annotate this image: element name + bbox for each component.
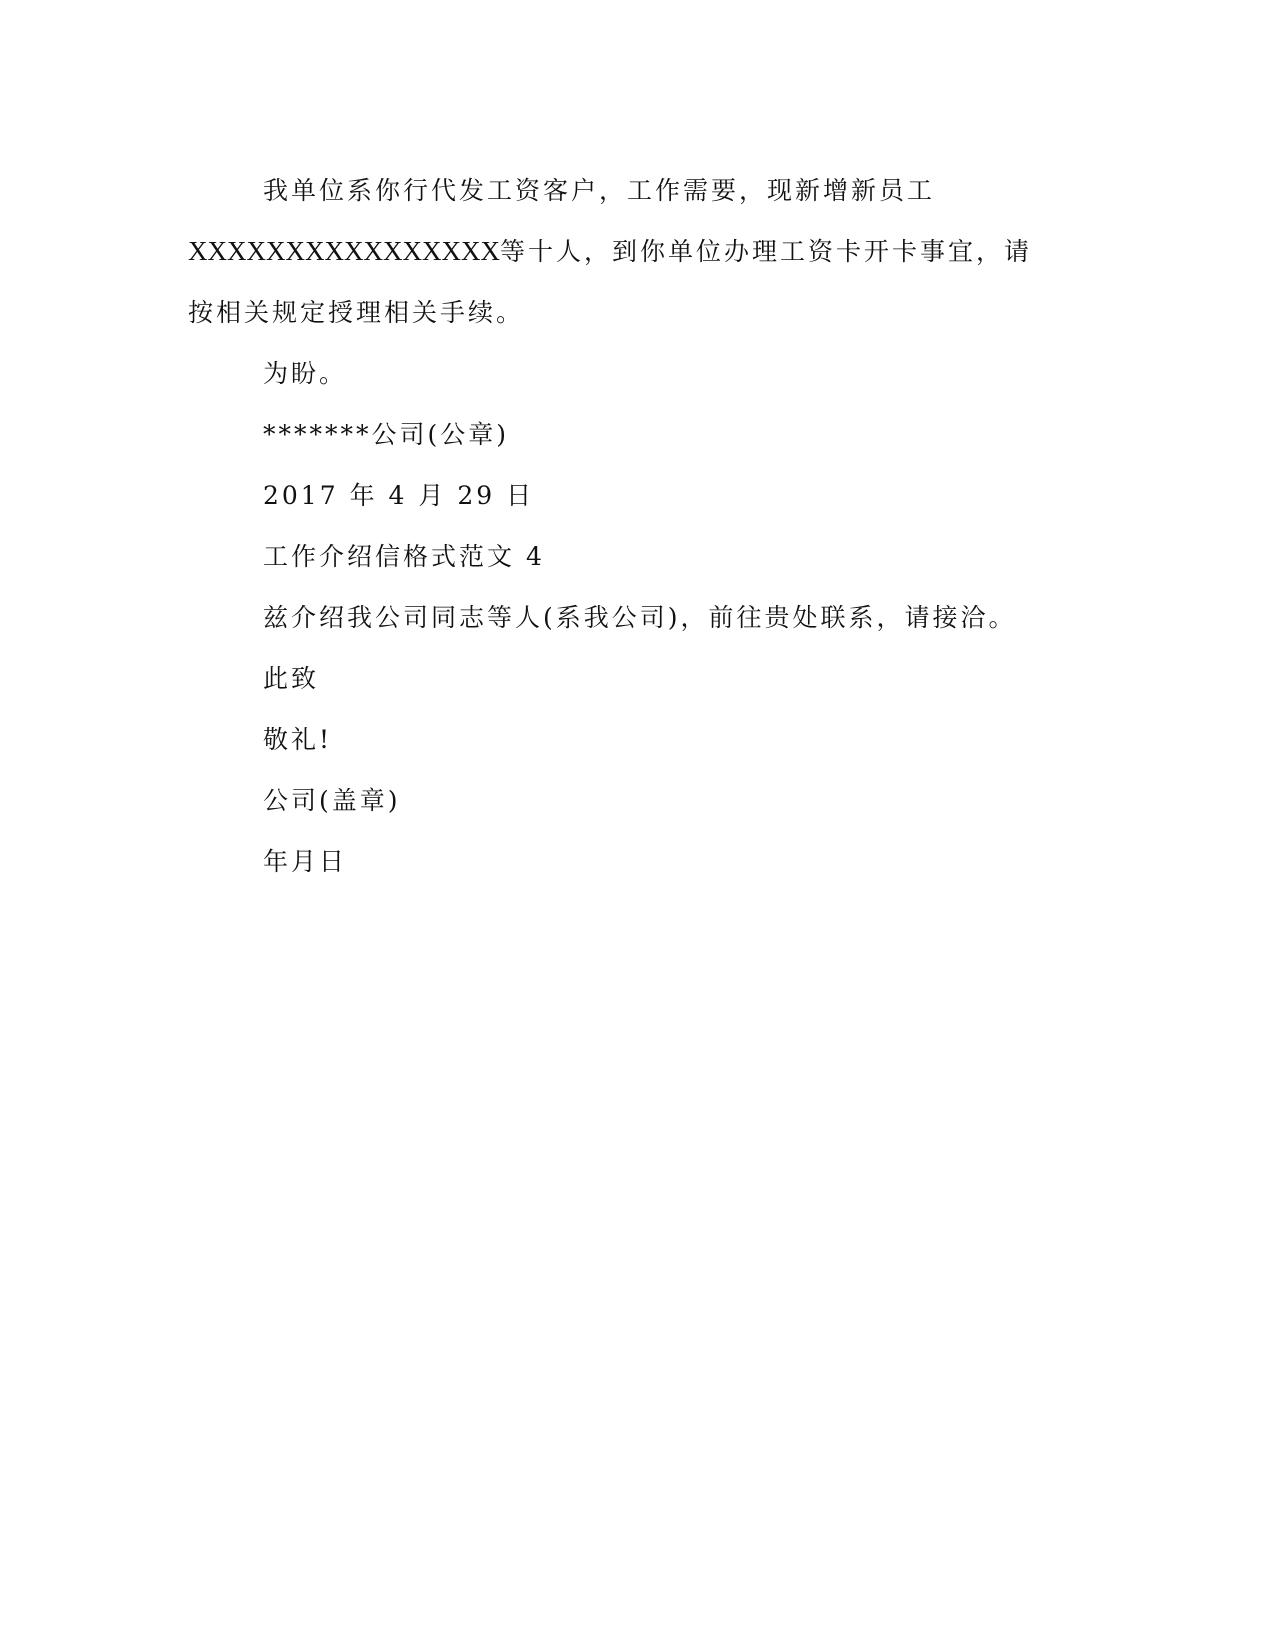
paragraph-salary-card-request	[188, 160, 1068, 343]
letter-date: 2017 年 4 月 29 日	[263, 481, 535, 510]
salutation-cizhi: 此致	[263, 664, 320, 693]
company-stamp-line: 公司(盖章)	[263, 786, 401, 815]
paragraph-line-2	[188, 221, 1068, 282]
introduction-text: 兹介绍我公司同志等人(系我公司)，前往贵处联系，请接洽。	[263, 603, 1017, 632]
salutation-jingli: 敬礼!	[263, 725, 333, 754]
employee-name-placeholder: XXXXXXXXXXXXXXXX	[188, 236, 500, 266]
document-body	[188, 160, 1068, 892]
paragraph-line-3: 按相关规定授理相关手续。	[188, 298, 525, 327]
paragraph-line-2-text: 等十人，到你单位办理工资卡开卡事宜，请	[499, 237, 1032, 266]
date-blank-line: 年月日	[263, 847, 348, 876]
closing-wish: 为盼。	[263, 359, 348, 388]
paragraph-line-1: 我单位系你行代发工资客户，工作需要，现新增新员工	[263, 176, 936, 205]
company-seal-line: *******公司(公章)	[263, 420, 510, 449]
section-title: 工作介绍信格式范文 4	[263, 542, 545, 571]
